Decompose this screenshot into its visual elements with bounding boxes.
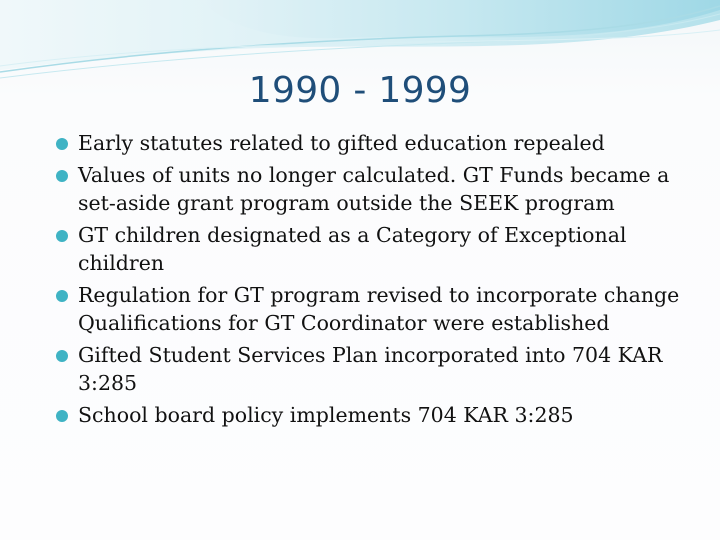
bullet-icon [56, 138, 68, 150]
bullet-text: Gifted Student Services Plan incorporated into 704 KAR 3:285 [78, 343, 663, 395]
bullet-icon [56, 290, 68, 302]
bullet-item [56, 281, 686, 337]
bullet-text: Early statutes related to gifted education repealed [78, 131, 605, 155]
bullet-list [56, 129, 686, 433]
bullet-icon [56, 350, 68, 362]
bullet-text: Values of units no longer calculated. GT Funds became a set-aside grant program outside the SEEK program [78, 163, 670, 215]
bullet-text: School board policy implements 704 KAR 3:285 [78, 403, 574, 427]
bullet-item [56, 401, 686, 429]
bullet-text: GT children designated as a Category of Exceptional children [78, 223, 627, 275]
bullet-icon [56, 410, 68, 422]
slide-title: 1990 - 1999 [248, 70, 472, 111]
bullet-item [56, 221, 686, 277]
bullet-text: Regulation for GT program revised to incorporate change Qualifications for GT Coordinator were established [78, 283, 680, 335]
bullet-item [56, 161, 686, 217]
bullet-icon [56, 170, 68, 182]
bullet-item [56, 341, 686, 397]
bullet-item [56, 129, 686, 157]
bullet-icon [56, 230, 68, 242]
